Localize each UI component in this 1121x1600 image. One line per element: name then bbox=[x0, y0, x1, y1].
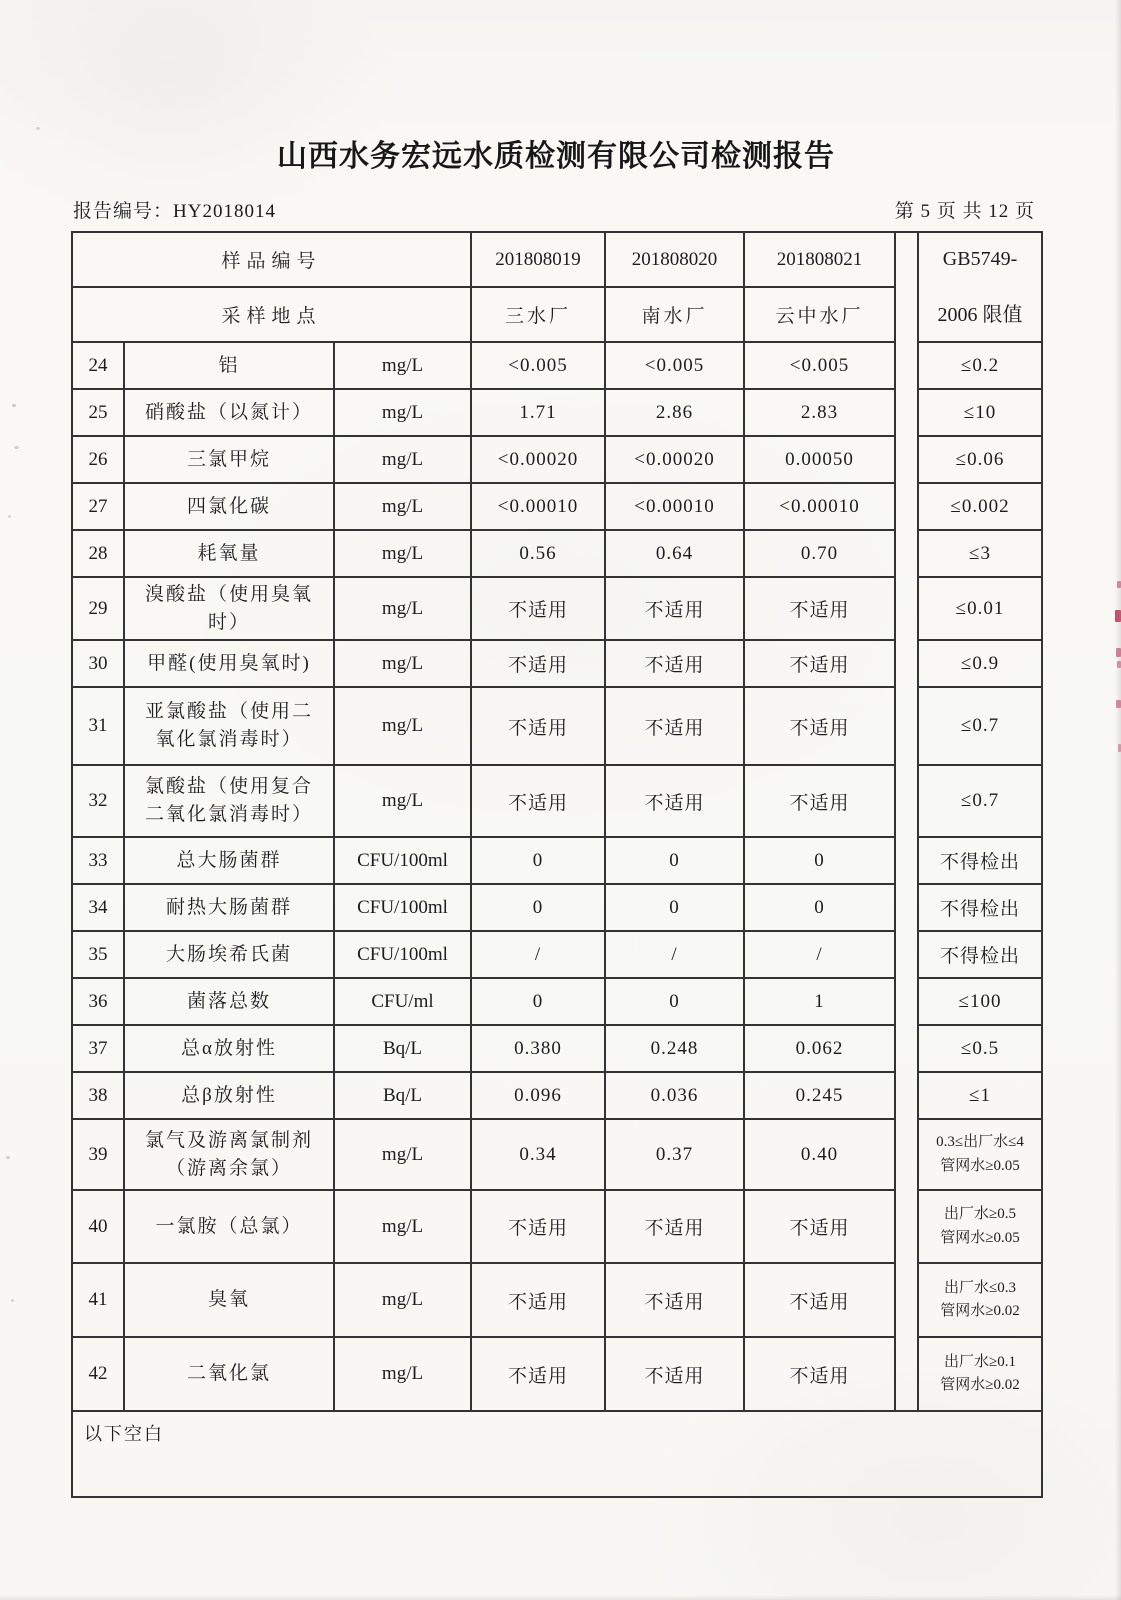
scan-speck bbox=[14, 446, 19, 449]
sample-value: 不适用 bbox=[744, 1337, 895, 1411]
row-index: 25 bbox=[72, 389, 124, 436]
parameter-unit: mg/L bbox=[334, 687, 471, 765]
parameter-unit: mg/L bbox=[334, 1190, 471, 1263]
row-index: 30 bbox=[72, 640, 124, 687]
sample-value: 0 bbox=[744, 884, 895, 931]
parameter-name: 耐热大肠菌群 bbox=[124, 884, 334, 931]
sample-value: 不适用 bbox=[744, 577, 895, 640]
parameter-name: 大肠埃希氏菌 bbox=[124, 931, 334, 978]
parameter-name: 三氯甲烷 bbox=[124, 436, 334, 483]
sample-value: 0.248 bbox=[605, 1025, 744, 1072]
sample-value: 不适用 bbox=[744, 765, 895, 837]
parameter-name: 总大肠菌群 bbox=[124, 837, 334, 884]
row-index: 32 bbox=[72, 765, 124, 837]
sample-value: 不适用 bbox=[744, 1263, 895, 1337]
sample-value: 不适用 bbox=[744, 640, 895, 687]
parameter-unit: mg/L bbox=[334, 389, 471, 436]
limit-value: ≤3 bbox=[918, 530, 1042, 577]
sample-value: 0.096 bbox=[471, 1072, 605, 1119]
parameter-name: 氯酸盐（使用复合 二氧化氯消毒时） bbox=[124, 765, 334, 837]
sample-value: 0 bbox=[744, 837, 895, 884]
location: 南水厂 bbox=[605, 287, 744, 342]
row-index: 24 bbox=[72, 342, 124, 389]
sample-value: 不适用 bbox=[471, 640, 605, 687]
row-index: 40 bbox=[72, 1190, 124, 1263]
sample-value: 1 bbox=[744, 978, 895, 1025]
parameter-unit: mg/L bbox=[334, 1337, 471, 1411]
scan-edge-shadow-bottom bbox=[0, 1595, 1121, 1600]
limit-standard-header bbox=[918, 232, 1042, 342]
limit-value: ≤0.9 bbox=[918, 640, 1042, 687]
limit-value: ≤0.7 bbox=[918, 687, 1042, 765]
limit-standard-line2: 2006 限值 bbox=[937, 303, 1023, 326]
limit-value: 不得检出 bbox=[918, 931, 1042, 978]
parameter-unit: mg/L bbox=[334, 765, 471, 837]
sample-value: 不适用 bbox=[605, 640, 744, 687]
sample-value: 0.34 bbox=[471, 1119, 605, 1190]
sample-value: 0 bbox=[605, 884, 744, 931]
row-index: 39 bbox=[72, 1119, 124, 1190]
sample-value: / bbox=[605, 931, 744, 978]
parameter-name: 四氯化碳 bbox=[124, 483, 334, 530]
sample-value: 0.37 bbox=[605, 1119, 744, 1190]
table-body bbox=[72, 232, 1042, 1497]
scan-speck bbox=[36, 127, 40, 130]
parameter-name: 臭氧 bbox=[124, 1263, 334, 1337]
parameter-unit: mg/L bbox=[334, 1263, 471, 1337]
limit-value: 出厂水≥0.1 管网水≥0.02 bbox=[918, 1337, 1042, 1411]
limit-value: ≤0.01 bbox=[918, 577, 1042, 640]
sample-value: 不适用 bbox=[605, 687, 744, 765]
header-row-sample-no bbox=[72, 232, 1042, 287]
parameter-unit: mg/L bbox=[334, 577, 471, 640]
sample-value: 0.036 bbox=[605, 1072, 744, 1119]
parameter-name: 菌落总数 bbox=[124, 978, 334, 1025]
sample-id: 201808021 bbox=[744, 232, 895, 287]
parameter-unit: Bq/L bbox=[334, 1025, 471, 1072]
spacer-column bbox=[895, 232, 918, 1411]
scan-speck bbox=[11, 1299, 14, 1302]
sample-value: 0.245 bbox=[744, 1072, 895, 1119]
limit-value: ≤0.06 bbox=[918, 436, 1042, 483]
sample-value: 2.83 bbox=[744, 389, 895, 436]
sample-value: 不适用 bbox=[605, 765, 744, 837]
parameter-unit: mg/L bbox=[334, 483, 471, 530]
sample-value: <0.00010 bbox=[471, 483, 605, 530]
sample-value: 不适用 bbox=[471, 1337, 605, 1411]
sample-value: 0.40 bbox=[744, 1119, 895, 1190]
parameter-name: 耗氧量 bbox=[124, 530, 334, 577]
meta-row bbox=[73, 196, 1035, 223]
scan-speck bbox=[8, 515, 11, 518]
limit-value: ≤0.2 bbox=[918, 342, 1042, 389]
parameter-name: 氯气及游离氯制剂 （游离余氯） bbox=[124, 1119, 334, 1190]
row-index: 28 bbox=[72, 530, 124, 577]
limit-value: 出厂水≤0.3 管网水≥0.02 bbox=[918, 1263, 1042, 1337]
location: 云中水厂 bbox=[744, 287, 895, 342]
parameter-unit: CFU/100ml bbox=[334, 931, 471, 978]
parameter-name: 溴酸盐（使用臭氧 时） bbox=[124, 577, 334, 640]
parameter-name: 硝酸盐（以氮计） bbox=[124, 389, 334, 436]
sample-value: 不适用 bbox=[744, 687, 895, 765]
limit-value: 不得检出 bbox=[918, 884, 1042, 931]
parameter-name: 铝 bbox=[124, 342, 334, 389]
row-index: 35 bbox=[72, 931, 124, 978]
row-index: 41 bbox=[72, 1263, 124, 1337]
sample-value: / bbox=[471, 931, 605, 978]
row-index: 26 bbox=[72, 436, 124, 483]
limit-value: 出厂水≥0.5 管网水≥0.05 bbox=[918, 1190, 1042, 1263]
limit-value: ≤0.5 bbox=[918, 1025, 1042, 1072]
sample-value: 0 bbox=[471, 884, 605, 931]
sample-value: 不适用 bbox=[471, 687, 605, 765]
parameter-name: 亚氯酸盐（使用二 氧化氯消毒时） bbox=[124, 687, 334, 765]
parameter-unit: mg/L bbox=[334, 342, 471, 389]
parameter-unit: CFU/ml bbox=[334, 978, 471, 1025]
row-index: 37 bbox=[72, 1025, 124, 1072]
location: 三水厂 bbox=[471, 287, 605, 342]
sample-value: 0.70 bbox=[744, 530, 895, 577]
parameter-unit: mg/L bbox=[334, 1119, 471, 1190]
sample-value: 不适用 bbox=[605, 1337, 744, 1411]
row-index: 29 bbox=[72, 577, 124, 640]
row-index: 38 bbox=[72, 1072, 124, 1119]
sample-value: <0.00020 bbox=[605, 436, 744, 483]
parameter-name: 二氧化氯 bbox=[124, 1337, 334, 1411]
sample-value: <0.00010 bbox=[744, 483, 895, 530]
parameter-unit: CFU/100ml bbox=[334, 884, 471, 931]
blank-footer-note: 以下空白 bbox=[72, 1411, 1042, 1497]
sample-value: 1.71 bbox=[471, 389, 605, 436]
sample-value: 0.64 bbox=[605, 530, 744, 577]
sample-value: 不适用 bbox=[605, 1263, 744, 1337]
parameter-unit: mg/L bbox=[334, 640, 471, 687]
parameter-name: 甲醛(使用臭氧时) bbox=[124, 640, 334, 687]
sample-value: 0 bbox=[471, 978, 605, 1025]
parameter-name: 总α放射性 bbox=[124, 1025, 334, 1072]
sample-value: 不适用 bbox=[471, 1190, 605, 1263]
row-index: 31 bbox=[72, 687, 124, 765]
sample-value: <0.00010 bbox=[605, 483, 744, 530]
sample-value: 0.56 bbox=[471, 530, 605, 577]
limit-value: ≤1 bbox=[918, 1072, 1042, 1119]
sample-id: 201808019 bbox=[471, 232, 605, 287]
sample-value: 不适用 bbox=[605, 577, 744, 640]
sample-value: 不适用 bbox=[471, 765, 605, 837]
parameter-unit: mg/L bbox=[334, 530, 471, 577]
sample-value: 0.380 bbox=[471, 1025, 605, 1072]
scan-edge-shadow-right bbox=[1115, 0, 1121, 1600]
parameter-name: 总β放射性 bbox=[124, 1072, 334, 1119]
sample-value: <0.005 bbox=[471, 342, 605, 389]
sample-value: <0.00020 bbox=[471, 436, 605, 483]
sample-value: 不适用 bbox=[605, 1190, 744, 1263]
parameter-unit: mg/L bbox=[334, 436, 471, 483]
blank-footer-row bbox=[72, 1411, 1042, 1497]
scan-speck bbox=[12, 404, 16, 407]
row-index: 33 bbox=[72, 837, 124, 884]
sample-value: 0.062 bbox=[744, 1025, 895, 1072]
limit-standard-line1: GB5749- bbox=[942, 247, 1018, 270]
sample-value: <0.005 bbox=[744, 342, 895, 389]
report-title: 山西水务宏远水质检测有限公司检测报告 bbox=[277, 140, 835, 173]
limit-value: 不得检出 bbox=[918, 837, 1042, 884]
scan-speck bbox=[6, 1156, 10, 1159]
sample-no-label: 样品编号 bbox=[72, 232, 471, 287]
report-number: 报告编号：HY2018014 bbox=[73, 201, 276, 222]
limit-value: ≤100 bbox=[918, 978, 1042, 1025]
parameter-unit: CFU/100ml bbox=[334, 837, 471, 884]
results-table bbox=[71, 231, 1043, 1498]
sample-value: 0 bbox=[605, 978, 744, 1025]
limit-value: ≤10 bbox=[918, 389, 1042, 436]
page-indicator: 第 5 页 共 12 页 bbox=[894, 201, 1035, 222]
row-index: 34 bbox=[72, 884, 124, 931]
limit-value: ≤0.002 bbox=[918, 483, 1042, 530]
sample-value: 不适用 bbox=[744, 1190, 895, 1263]
limit-value: 0.3≤出厂水≤4 管网水≥0.05 bbox=[918, 1119, 1042, 1190]
row-index: 36 bbox=[72, 978, 124, 1025]
sample-value: 0 bbox=[605, 837, 744, 884]
limit-value: ≤0.7 bbox=[918, 765, 1042, 837]
row-index: 42 bbox=[72, 1337, 124, 1411]
parameter-name: 一氯胺（总氯） bbox=[124, 1190, 334, 1263]
sample-value: <0.005 bbox=[605, 342, 744, 389]
sample-value: 0 bbox=[471, 837, 605, 884]
row-index: 27 bbox=[72, 483, 124, 530]
sample-value: / bbox=[744, 931, 895, 978]
sample-value: 2.86 bbox=[605, 389, 744, 436]
sample-id: 201808020 bbox=[605, 232, 744, 287]
location-label: 采样地点 bbox=[72, 287, 471, 342]
sample-value: 0.00050 bbox=[744, 436, 895, 483]
sample-value: 不适用 bbox=[471, 1263, 605, 1337]
parameter-unit: Bq/L bbox=[334, 1072, 471, 1119]
sample-value: 不适用 bbox=[471, 577, 605, 640]
